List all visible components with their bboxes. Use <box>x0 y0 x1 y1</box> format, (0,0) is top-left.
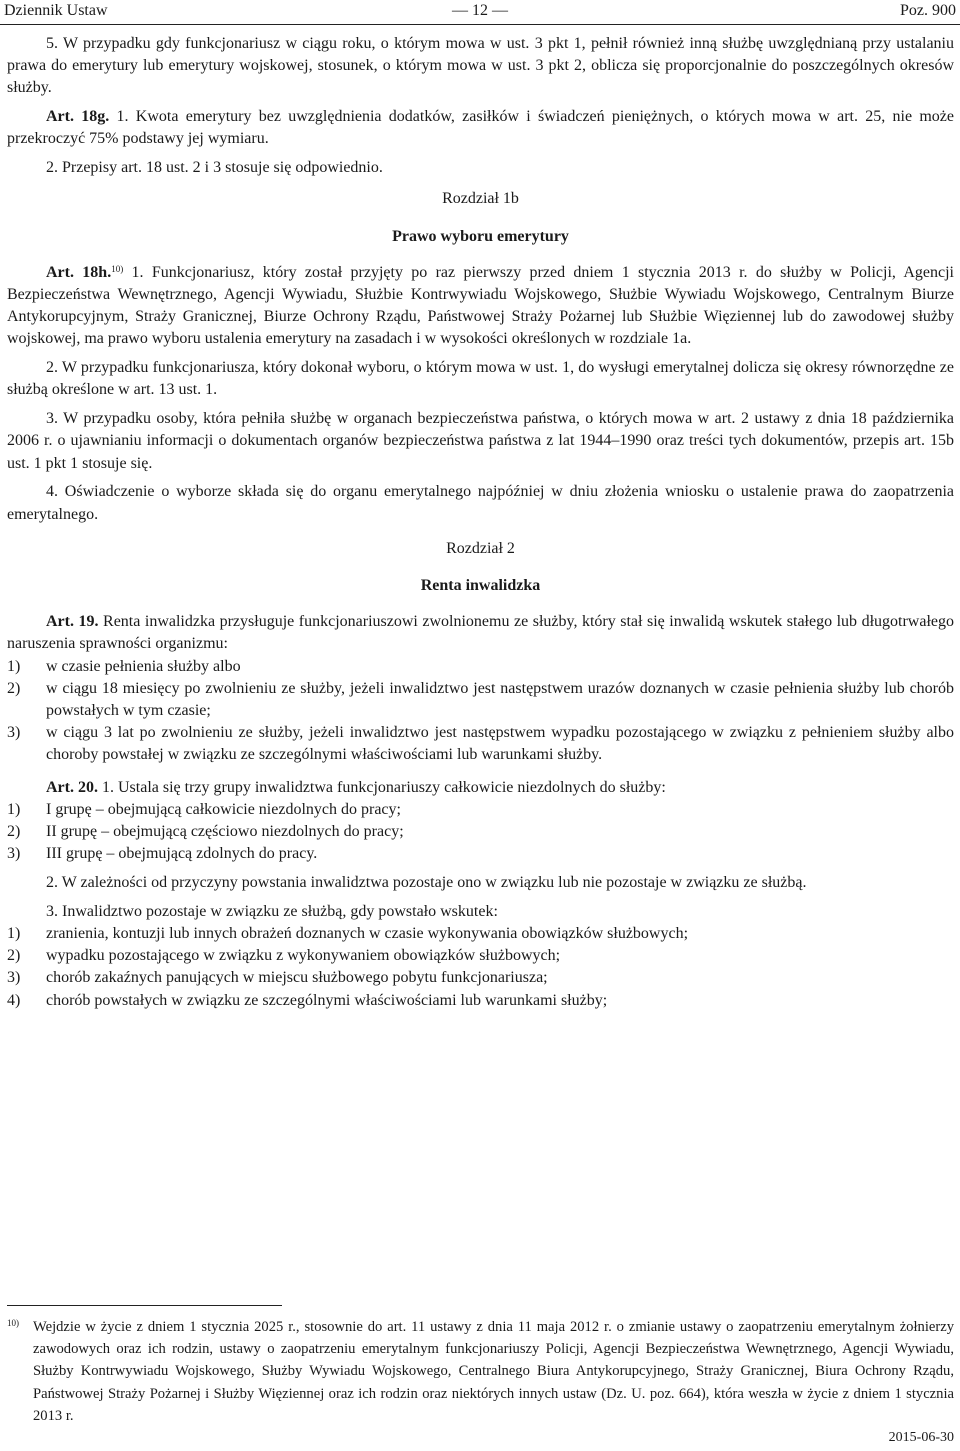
art-18h-text-1: 1. Funkcjonariusz, który został przyjęty po raz pierwszy przed dniem 1 stycznia 2013 r. do służby w Policji, Agencji Bezpieczeństwa Wewnętrznego, Agencji Wywiadu, Służbie Kontrwywiadu Wojskowego, Służbie Wywiadu Wojskowego, Centralnym Biurze Antykorupcyjnym, Straży Granicznej, Biurze Ochrony Rządu, Państwowej Straży Pożarnej lub Służbie Więziennej lub do zawodowej służby wojskowej, ma prawo wyboru ustalenia emerytury na zasadach i w wysokości określonych w rozdziale 1a. <box>7 263 954 348</box>
list-item: 3) III grupę – obejmującą zdolnych do pracy. <box>7 845 318 863</box>
footnote-number: 10) <box>7 1318 19 1328</box>
paragraph-5: 5. W przypadku gdy funkcjonariusz w ciągu roku, o którym mowa w ust. 3 pkt 1, pełnił również inną służbę uwzględnianą przy ustalaniu prawa do emerytury lub emerytury wojskowej, stosunek, o którym mowa w ust. 3 pkt 2, oblicza się proporcjonalnie do poszczególnych okresów służby. <box>7 35 954 97</box>
page-number: — 12 — <box>452 2 508 19</box>
list-item: 1) zranienia, kontuzji lub innych obrażeń doznanych w czasie wykonywania obowiązków służbowych; <box>7 925 689 943</box>
art-18g-label: Art. 18g. <box>46 108 110 126</box>
document-body <box>7 33 954 1012</box>
footnote-divider <box>7 1305 282 1306</box>
art-18g-text-1: 1. Kwota emerytury bez uwzględnienia dodatków, zasiłków i świadczeń pieniężnych, o których mowa w art. 25, nie może przekroczyć 75% podstawy jej wymiaru. <box>7 108 955 148</box>
list-item: 2) II grupę – obejmującą częściowo niezdolnych do pracy; <box>7 823 404 841</box>
footnote-text: Wejdzie w życie z dniem 1 stycznia 2025 r., stosownie do art. 11 ustawy z dnia 11 maja 2012 r. o zmianie ustawy o zaopatrzeniu emerytalnym żołnierzy zawodowych oraz ich rodzin, ustawy o zaopatrzeniu emerytalnym funkcjonariuszy Policji, Agencji Bezpieczeństwa Wewnętrznego, Agencji Wywiadu, Służby Kontrwywiadu Wojskowego, Służby Wywiadu Wojskowego, Centralnego Biura Antykorupcyjnego, Straży Granicznej, Biura Ochrony Rządu, Państwowej Straży Pożarnej i Służby Więziennej oraz ich rodzin oraz niektórych innych ustaw (Dz. U. poz. 664), która weszła w życie z dniem 1 stycznia 2013 r. <box>33 1319 954 1424</box>
art-18h-para-1 <box>7 262 954 351</box>
page-header <box>0 0 960 25</box>
art-20-intro <box>7 777 954 799</box>
art-20-text: 1. Ustala się trzy grupy inwalidztwa funkcjonariuszy całkowicie niezdolnych do służby: <box>97 778 666 796</box>
journal-title: Dziennik Ustaw <box>4 2 108 19</box>
footnote <box>7 1316 954 1427</box>
footnote-ref: 10) <box>111 263 124 274</box>
position-number: Poz. 900 <box>900 2 956 19</box>
list-item: 4) chorób powstałych w związku ze szczególnymi właściwościami lub warunkami służby; <box>7 991 608 1009</box>
art-20-label: Art. 20. <box>46 778 98 796</box>
art-20-para-3: 3. Inwalidztwo pozostaje w związku ze służbą, gdy powstało wskutek: <box>46 902 498 920</box>
art-19-label: Art. 19. <box>46 613 99 631</box>
art-18h-para-2: 2. W przypadku funkcjonariusza, który dokonał wyboru, o którym mowa w ust. 1, do wysługi emerytalnej dolicza się okresy równorzędne ze służbą określone w art. 13 ust. 1. <box>7 359 954 399</box>
art-20-para-2: 2. W zależności od przyczyny powstania inwalidztwa pozostaje ono w związku lub nie pozostaje w związku ze służbą. <box>46 874 807 892</box>
list-item: 2) w ciągu 18 miesięcy po zwolnieniu ze służby, jeżeli inwalidztwo jest następstwem urazów doznanych w czasie pełnienia służby lub chorób powstałych w tym czasie; <box>7 679 954 720</box>
art-18g-para-1 <box>7 106 954 150</box>
footer-date: 2015-06-30 <box>888 1430 954 1445</box>
art-18h-label: Art. 18h. <box>46 263 112 281</box>
list-item: 1) w czasie pełnienia służby albo <box>7 657 241 675</box>
list-item: 3) chorób zakaźnych panujących w miejscu służbowego pobytu funkcjonariusza; <box>7 969 548 987</box>
chapter-2-label: Rozdział 2 <box>446 539 515 557</box>
list-item: 1) I grupę – obejmującą całkowicie niezdolnych do pracy; <box>7 800 401 818</box>
list-item: 3) w ciągu 3 lat po zwolnieniu ze służby, jeżeli inwalidztwo jest następstwem wypadku pozostającego w związku z pełnieniem służby albo choroby powstałej w związku ze szczególnymi właściwościami lub warunkami służby. <box>7 724 954 764</box>
art-19-text: Renta inwalidzka przysługuje funkcjonariuszowi zwolnionemu ze służby, który stał się inwalidą wskutek stałego lub długotrwałego naruszenia sprawności organizmu: <box>7 613 955 653</box>
art-18g-para-2: 2. Przepisy art. 18 ust. 2 i 3 stosuje się odpowiednio. <box>46 159 383 177</box>
art-18h-para-4: 4. Oświadczenie o wyborze składa się do organu emerytalnego najpóźniej w dniu złożenia wniosku o ustalenie prawa do zaopatrzenia emerytalnego. <box>7 483 954 523</box>
art-19-intro <box>7 611 954 655</box>
art-18h-para-3: 3. W przypadku osoby, która pełniła służbę w organach bezpieczeństwa państwa, o których mowa w art. 2 ustawy z dnia 18 października 2006 r. o ujawnianiu informacji o dokumentach organów bezpieczeństwa państwa z lat 1944–1990 oraz treści tych dokumentów, przepis art. 15b ust. 1 pkt 1 stosuje się. <box>7 410 954 472</box>
chapter-1b-label: Rozdział 1b <box>442 190 519 208</box>
chapter-2-title: Renta inwalidzka <box>420 577 541 595</box>
chapter-1b-title: Prawo wyboru emerytury <box>392 227 569 245</box>
list-item: 2) wypadku pozostającego w związku z wykonywaniem obowiązków służbowych; <box>7 947 561 965</box>
